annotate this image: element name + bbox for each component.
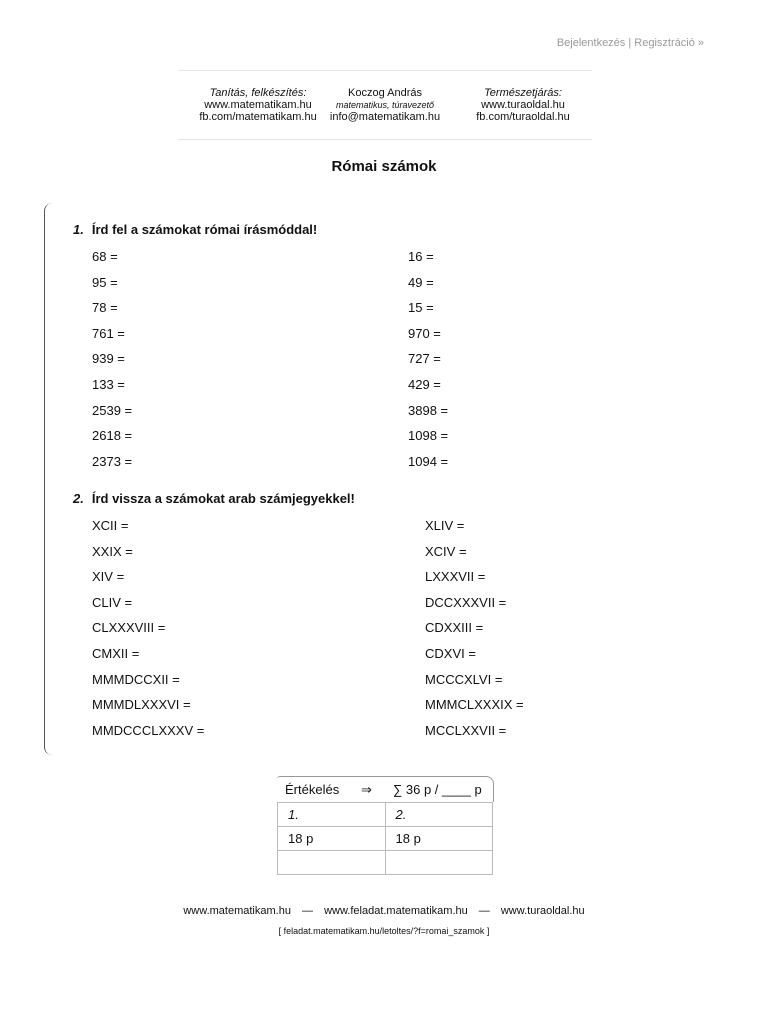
task2-right-item: DCCXXXVII = [425, 594, 507, 610]
header-author-role: matematikus, túravezető [335, 100, 435, 110]
task2-right-item: CDXVI = [425, 646, 476, 661]
header-teaching-fb: fb.com/matematikam.hu [199, 111, 317, 123]
header-author [328, 87, 442, 123]
task1-left-item: 2373 = [92, 453, 133, 469]
task2-left-item: XCII = [92, 518, 129, 533]
footer-link-feladat[interactable]: www.feladat.matematikam.hu [324, 905, 468, 917]
evaluation-label-row [278, 803, 493, 827]
task1-left-item: 2618 = [92, 428, 133, 444]
task2-left-item: CMXII = [92, 646, 140, 661]
task1-left-item: 939 = [92, 351, 125, 367]
header-teaching-title: Tanítás, felkészítés: [209, 87, 307, 99]
header-hiking-title: Természetjárás: [484, 87, 562, 99]
task1-left-item: 78 = [92, 300, 118, 316]
task1-right-item: 970 = [408, 325, 441, 341]
task1-right-item: 1098 = [408, 428, 449, 444]
evaluation-table [277, 802, 493, 875]
header-hiking [448, 87, 598, 123]
task2-left-item: XXIX = [92, 543, 133, 559]
page-title: Római számok [331, 158, 437, 175]
evaluation-col1-score[interactable] [278, 851, 386, 875]
download-note: [ feladat.matematikam.hu/letoltes/?f=romai_szamok ] [278, 926, 490, 936]
login-link[interactable]: Bejelentkezés [556, 37, 626, 49]
task2-right-item: MCCCXLVI = [425, 671, 503, 687]
header-teaching [178, 87, 338, 123]
task2-left-item: CLXXXVIII = [92, 620, 166, 636]
evaluation-total: ∑ 36 p / ____ p [393, 782, 482, 797]
footer-separator: — [302, 905, 313, 917]
task2-left-item: XIV = [92, 569, 125, 585]
header-hiking-site: www.turaoldal.hu [481, 99, 565, 111]
auth-separator: | [628, 37, 632, 49]
task1-right-item: 16 = [408, 249, 434, 264]
task2-text: Írd vissza a számokat arab számjegyekkel! [91, 491, 355, 506]
header-teaching-site: www.matematikam.hu [204, 99, 312, 111]
footer-link-turaoldal[interactable]: www.turaoldal.hu [500, 905, 585, 917]
evaluation-box [277, 776, 493, 880]
register-link[interactable]: Regisztráció » [634, 37, 704, 49]
task1-left-item: 761 = [92, 325, 125, 341]
task1-left-item: 2539 = [92, 402, 133, 418]
worksheet-header [178, 70, 592, 140]
task2-right-item: LXXXVII = [425, 569, 486, 585]
tasks-bracket [44, 203, 53, 755]
header-author-name: Koczog András [348, 87, 422, 99]
task2-right-item: CDXXIII = [425, 620, 484, 636]
evaluation-col2-points: 18 p [385, 827, 493, 851]
task2-title [73, 491, 355, 506]
task1-text: Írd fel a számokat római írásmóddal! [91, 222, 318, 237]
task1-left-item: 133 = [92, 377, 125, 392]
task2-number: 2. [73, 491, 84, 506]
footer-link-matematikam[interactable]: www.matematikam.hu [183, 905, 291, 917]
header-hiking-fb: fb.com/turaoldal.hu [476, 111, 570, 123]
task2-right-item: MMMCLXXXIX = [425, 697, 524, 713]
evaluation-col2-score[interactable] [385, 851, 493, 875]
task1-right-item: 49 = [408, 274, 434, 290]
task1-right-item: 3898 = [408, 402, 449, 418]
footer-separator: — [478, 905, 490, 917]
task1-right-item: 429 = [408, 377, 441, 392]
task2-left-item: MMMDLXXXVI = [92, 697, 191, 713]
arrow-icon: ⇒ [361, 782, 372, 797]
task1-number: 1. [73, 222, 84, 237]
task1-right-item: 15 = [408, 300, 434, 316]
evaluation-col2-label: 2. [385, 803, 493, 827]
evaluation-col1-label: 1. [278, 803, 386, 827]
task2-left-item: CLIV = [92, 594, 133, 610]
task2-left-item: MMDCCCLXXXV = [92, 722, 205, 738]
evaluation-label: Értékelés [285, 782, 340, 797]
task2-right-item: XLIV = [425, 518, 465, 533]
evaluation-col1-points: 18 p [278, 827, 386, 851]
evaluation-header [277, 776, 494, 802]
task2-left-item: MMMDCCXII = [92, 671, 180, 687]
task1-right-item: 727 = [408, 351, 441, 367]
task1-left-item: 68 = [92, 249, 118, 264]
task1-right-item: 1094 = [408, 453, 449, 469]
evaluation-points-row [278, 827, 493, 851]
task1-title [73, 222, 317, 237]
auth-links [557, 37, 704, 49]
task2-right-item: XCIV = [425, 543, 467, 559]
evaluation-score-row [278, 851, 493, 875]
task2-right-item: MCCLXXVII = [425, 722, 507, 738]
header-author-email: info@matematikam.hu [329, 111, 441, 123]
footer-links [0, 905, 768, 917]
task1-left-item: 95 = [92, 274, 118, 290]
